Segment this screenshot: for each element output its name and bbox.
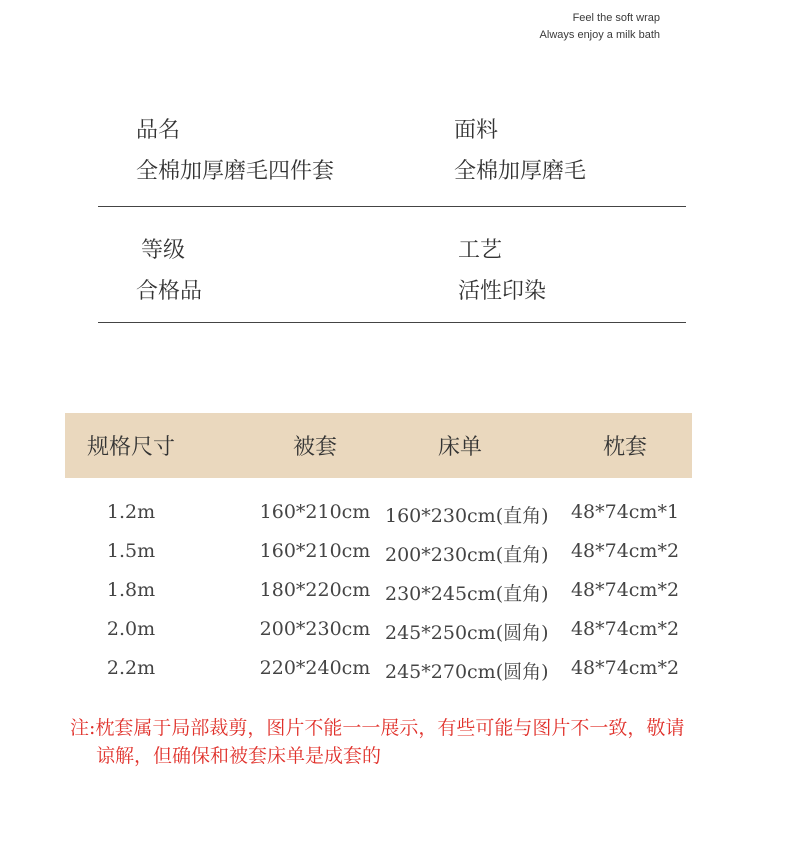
table-row xyxy=(65,498,692,537)
grade-group xyxy=(136,230,202,312)
cell-pillow: 48*74cm*2 xyxy=(570,618,680,640)
size-table-header xyxy=(65,413,692,478)
fabric-value: 全棉加厚磨毛 xyxy=(454,159,587,184)
cell-sheet: 245*250cm(圆角) xyxy=(385,622,549,644)
cell-size: 1.5m xyxy=(106,540,156,562)
tagline-line-1: Feel the soft wrap xyxy=(572,12,660,24)
header-pillowcase: 枕套 xyxy=(602,435,647,460)
note-line-1: 注:枕套属于局部裁剪，图片不能一一展示，有些可能与图片不一致，敬请 xyxy=(70,717,685,739)
fabric-group xyxy=(454,110,586,192)
disclaimer-note xyxy=(70,714,740,770)
fabric-label: 面料 xyxy=(454,118,499,143)
craft-label: 工艺 xyxy=(458,238,503,263)
product-name-value: 全棉加厚磨毛四件套 xyxy=(136,159,335,184)
cell-size: 2.2m xyxy=(106,657,156,679)
cell-duvet: 160*210cm xyxy=(259,501,371,523)
table-row xyxy=(65,576,692,615)
cell-sheet: 200*230cm(直角) xyxy=(385,544,549,566)
header-duvet-cover: 被套 xyxy=(292,435,337,460)
product-name-label: 品名 xyxy=(136,118,181,143)
cell-duvet: 220*240cm xyxy=(259,657,371,679)
size-table-body xyxy=(65,498,692,693)
product-name-group xyxy=(136,110,334,192)
cell-pillow: 48*74cm*2 xyxy=(570,657,680,679)
info-block-grade-craft xyxy=(98,232,686,323)
cell-duvet: 160*210cm xyxy=(259,540,371,562)
grade-value: 合格品 xyxy=(136,279,203,304)
craft-group xyxy=(458,230,546,312)
grade-label: 等级 xyxy=(141,238,186,263)
brand-tagline xyxy=(540,10,660,44)
table-row xyxy=(65,615,692,654)
header-size: 规格尺寸 xyxy=(86,435,175,460)
cell-sheet: 245*270cm(圆角) xyxy=(385,661,549,683)
cell-pillow: 48*74cm*2 xyxy=(570,579,680,601)
cell-pillow: 48*74cm*1 xyxy=(570,501,680,523)
cell-pillow: 48*74cm*2 xyxy=(570,540,680,562)
cell-size: 2.0m xyxy=(106,618,156,640)
cell-sheet: 160*230cm(直角) xyxy=(385,505,549,527)
cell-size: 1.8m xyxy=(106,579,156,601)
header-bed-sheet: 床单 xyxy=(437,435,482,460)
note-line-2: 谅解，但确保和被套床单是成套的 xyxy=(96,745,382,767)
info-block-name-fabric xyxy=(98,112,686,207)
cell-size: 1.2m xyxy=(106,501,156,523)
table-row xyxy=(65,654,692,693)
table-row xyxy=(65,537,692,576)
cell-duvet: 180*220cm xyxy=(259,579,371,601)
cell-sheet: 230*245cm(直角) xyxy=(385,583,549,605)
tagline-line-2: Always enjoy a milk bath xyxy=(539,29,660,41)
cell-duvet: 200*230cm xyxy=(259,618,371,640)
craft-value: 活性印染 xyxy=(458,279,547,304)
